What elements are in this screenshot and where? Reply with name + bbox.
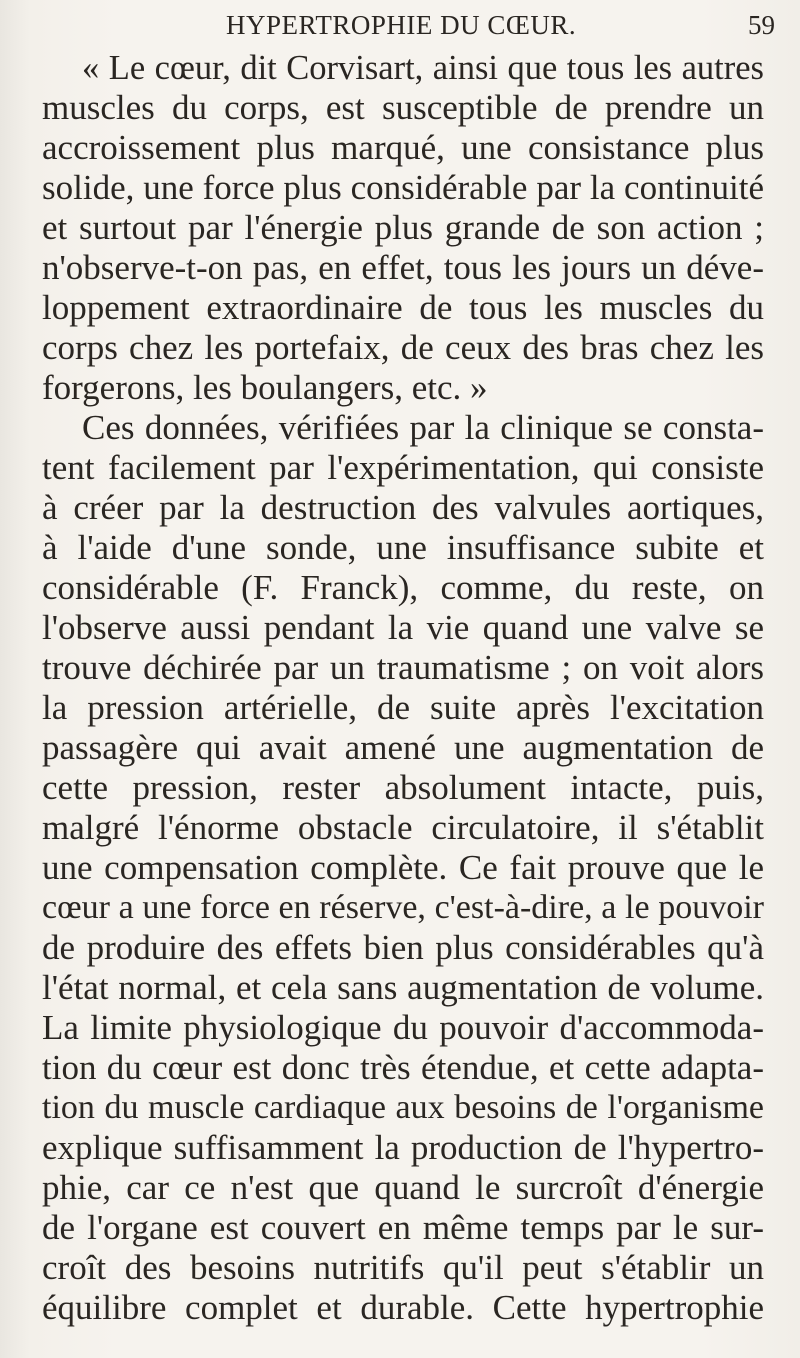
- text-line: Ces données, vérifiées par la clinique se consta-: [82, 408, 764, 447]
- text-line: solide, une force plus considérable par la continuité: [42, 168, 764, 207]
- text-line: trouve déchirée par un traumatisme ; on voit alors: [42, 648, 764, 687]
- text-line: accroissement plus marqué, une consistance plus: [42, 128, 764, 167]
- text-line: tion du cœur est donc très étendue, et cette adapta-: [42, 1048, 764, 1087]
- running-header-title: HYPERTROPHIE DU CŒUR.: [226, 10, 577, 40]
- text-line: malgré l'énorme obstacle circulatoire, il s'établit: [42, 808, 764, 847]
- text-line: « Le cœur, dit Corvisart, ainsi que tous les autres: [82, 49, 764, 87]
- text-line: La limite physiologique du pouvoir d'accommoda-: [42, 1008, 764, 1047]
- text-line: et surtout par l'énergie plus grande de son action ;: [42, 208, 764, 247]
- text-line: équilibre complet et durable. Cette hypertrophie: [42, 1288, 764, 1327]
- text-line: l'observe aussi pendant la vie quand une valve se: [42, 608, 764, 647]
- text-line: de l'organe est couvert en même temps par le sur-: [42, 1208, 764, 1247]
- page-number: 59: [748, 10, 775, 40]
- text-line: tion du muscle cardiaque aux besoins de l'organisme: [42, 1089, 764, 1126]
- text-line: une compensation complète. Ce fait prouve que le: [42, 848, 764, 887]
- text-line: tent facilement par l'expérimentation, qui consiste: [42, 448, 764, 487]
- text-line: cette pression, rester absolument intacte, puis,: [42, 768, 764, 807]
- text-line: n'observe-t-on pas, en effet, tous les jours un déve-: [42, 248, 764, 287]
- text-line: forgerons, les boulangers, etc. »: [42, 368, 488, 407]
- text-line: explique suffisamment la production de l'hypertro-: [42, 1128, 764, 1167]
- text-line: corps chez les portefaix, de ceux des bras chez les: [42, 328, 764, 367]
- text-line: l'état normal, et cela sans augmentation de volume.: [42, 968, 764, 1007]
- text-line: à l'aide d'une sonde, une insuffisance subite et: [42, 528, 764, 567]
- text-line: muscles du corps, est susceptible de prendre un: [42, 88, 764, 127]
- running-header: [0, 6, 800, 46]
- text-line: à créer par la destruction des valvules aortiques,: [42, 488, 764, 527]
- text-line: considérable (F. Franck), comme, du reste, on: [42, 568, 764, 607]
- text-line: phie, car ce n'est que quand le surcroît d'énergie: [42, 1168, 764, 1207]
- text-line: passagère qui avait amené une augmentation de: [42, 728, 764, 767]
- text-line: loppement extraordinaire de tous les muscles du: [42, 288, 764, 327]
- text-line: cœur a une force en réserve, c'est-à-dire, a le pouvoir: [42, 889, 764, 926]
- text-line: la pression artérielle, de suite après l'excitation: [42, 688, 764, 727]
- text-line: de produire des effets bien plus considérables qu'à: [42, 928, 764, 967]
- text-line: croît des besoins nutritifs qu'il peut s'établir un: [42, 1248, 764, 1287]
